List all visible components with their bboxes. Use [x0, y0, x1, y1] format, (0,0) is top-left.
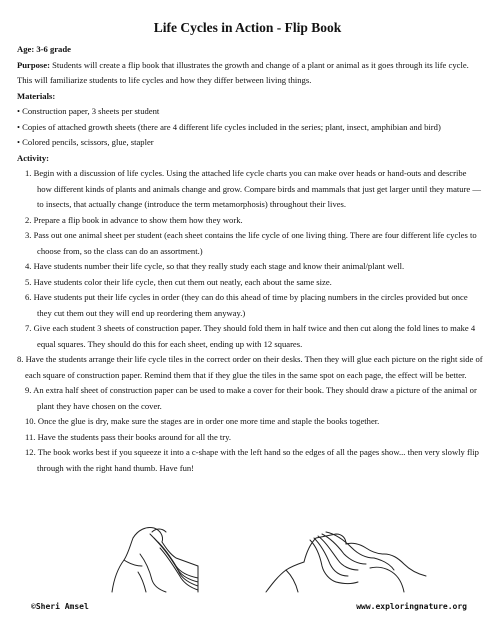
- activity-step: 3. Pass out one animal sheet per student (each sheet contains the life cycle of one living thing. There are four different life cycles to choose from, so the class can do an assortment.): [25, 230, 477, 256]
- activity-step: 1. Begin with a discussion of life cycles. Using the attached life cycle charts you can make over heads or hand-outs and describe how different kinds of plants and animals change and grow. Compare birds and mammals that just get larger until they mature — to insects, that actually change (introduce the term metamorphosis) throughout their lives.: [25, 168, 481, 209]
- worksheet-body: [17, 42, 483, 476]
- activity-heading: Activity:: [17, 152, 49, 163]
- activity-step: 5. Have students color their life cycle, then cut them out neatly, each about the same size.: [25, 276, 332, 287]
- activity-step: 12. The book works best if you squeeze it into a c-shape with the left hand so the edges of all the pages show... then very slowly flip through with the right hand thumb. Have fun!: [25, 447, 479, 473]
- activity-steps: [17, 166, 483, 476]
- page-footer: [0, 602, 495, 616]
- materials-item: • Copies of attached growth sheets (there are 4 different life cycles included in the series; plant, insect, amphibian and bird): [17, 121, 441, 132]
- website-link[interactable]: www.exploringnature.org: [356, 602, 467, 611]
- age-line: [17, 42, 483, 58]
- age-value: 3-6 grade: [36, 44, 71, 54]
- activity-step: 6. Have students put their life cycles in order (they can do this ahead of time by placing numbers in the circles provided but once they cut them out they will end up reordering them anyway.): [25, 292, 468, 318]
- hands-flipping-book-illustration: [266, 532, 426, 592]
- materials-item: • Construction paper, 3 sheets per student: [17, 106, 160, 116]
- activity-step: 11. Have the students pass their books around for all the try.: [25, 431, 232, 442]
- activity-step: 9. An extra half sheet of construction paper can be used to make a cover for their book. They should draw a picture of the animal or plant they have chosen on the cover.: [25, 385, 477, 411]
- age-label: Age:: [17, 44, 35, 54]
- activity-step: 8. Have the students arrange their life cycle tiles in the correct order on their desks. Then they will glue each picture on the right side of each square of construction paper. Remind them that if they glue the tiles in the same spot on each page, the effect will be better.: [17, 354, 483, 380]
- materials-item: • Colored pencils, scissors, glue, stapler: [17, 137, 154, 147]
- materials-heading: Materials:: [17, 90, 56, 101]
- purpose-paragraph: [17, 58, 483, 89]
- copyright-text: ©Sheri Amsel: [31, 602, 89, 611]
- page-title: Life Cycles in Action - Flip Book: [153, 20, 342, 35]
- activity-step: 7. Give each student 3 sheets of construction paper. They should fold them in half twice and then cut along the fold lines to make 4 equal squares. They should do this for each sheet, ending up with 12 squares.: [25, 323, 476, 349]
- activity-step: 4. Have students number their life cycle, so that they really study each stage and know their animal/plant well.: [25, 261, 405, 271]
- flip-book-hand-illustrations: [0, 514, 495, 594]
- activity-step: 10. Once the glue is dry, make sure the stages are in order one more time and staple the books together.: [25, 416, 380, 426]
- activity-step: 2. Prepare a flip book in advance to show them how they work.: [25, 214, 243, 225]
- purpose-label: Purpose:: [17, 59, 50, 70]
- purpose-text: Students will create a flip book that illustrates the growth and change of a plant or animal as it goes through its life cycle. This will familiarize students to life cycles and how they differ between living things.: [17, 59, 469, 85]
- left-hand-squeezing-book-illustration: [112, 527, 198, 592]
